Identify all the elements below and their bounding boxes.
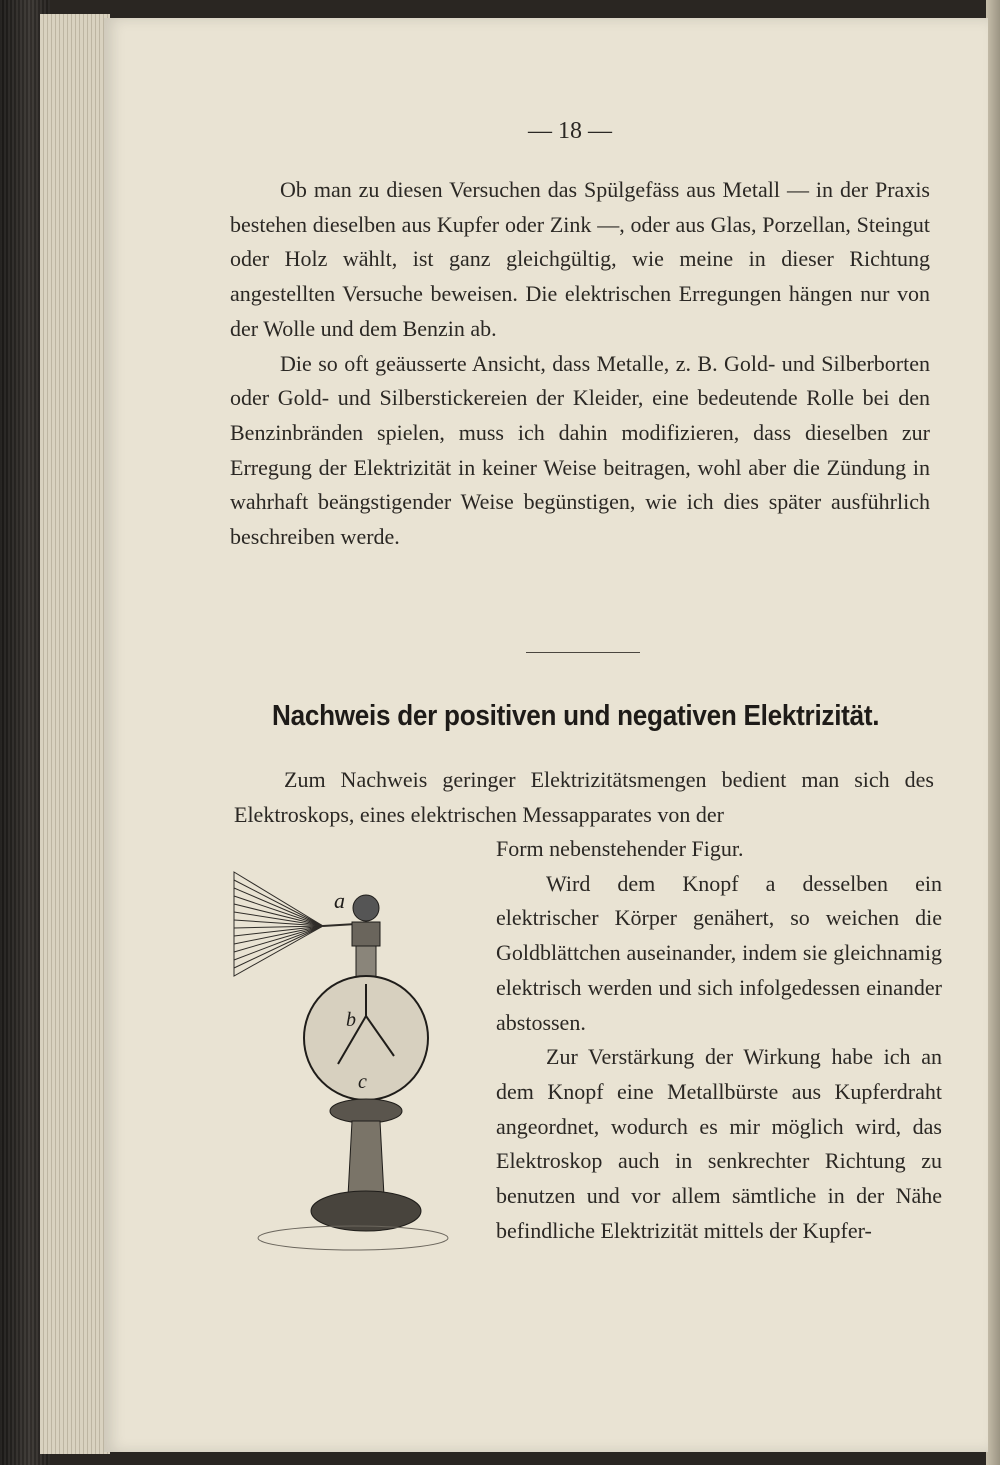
page-edges <box>40 14 110 1454</box>
section-heading: Nachweis der positiven und negativen Elektrizität. <box>272 700 880 732</box>
label-a: a <box>334 888 345 913</box>
page-number: — 18 — <box>528 118 612 144</box>
intro-text <box>234 763 934 832</box>
page-right-edge <box>986 0 1000 1465</box>
electroscope-figure <box>228 866 478 1266</box>
stand-column <box>348 1121 384 1196</box>
wrap-paragraph-2: Zur Verstärkung der Wirkung habe ich an dem Knopf eine Metallbürste aus Kupferdraht angeordnet, wodurch es mir möglich wird, das Elektroskop auch in senkrechter Richtung zu benutzen und vor allem sämtliche in der Nähe befindliche Elektrizität mittels der Kupfer- <box>496 1044 942 1243</box>
paragraph-1: Ob man zu diesen Versuchen das Spülgefäss aus Metall — in der Praxis bestehen dieselben aus Kupfer oder Zink —, oder aus Glas, Porzellan, Steingut oder Holz wählt, ist ganz gleichgültig, wie meine in dieser Richtung angestellten Versuche beweisen. Die elektrischen Erregungen hängen nur von der Wolle und dem Benzin ab. <box>230 177 930 341</box>
paragraph-2: Die so oft geäusserte Ansicht, dass Metalle, z. B. Gold- und Silberborten oder Gold- und Silberstickereien der Kleider, eine bedeutende Rolle bei den Benzinbränden spielen, muss ich dahin modifizieren, dass dieselben zur Erregung der Elektrizität in keiner Weise beitragen, wohl aber die Zündung in wahrhaft beängstigender Weise begünstigen, wie ich dies später ausführlich beschreiben werde. <box>230 350 930 550</box>
top-text-block <box>230 173 930 555</box>
globe-base-collar <box>330 1099 402 1123</box>
wrap-text-block <box>496 832 942 1248</box>
label-b: b <box>346 1009 356 1031</box>
electroscope-illustration <box>228 866 478 1266</box>
section-divider <box>526 652 640 653</box>
knob-a <box>353 895 379 921</box>
intro-paragraph: Zum Nachweis geringer Elektrizitätsmengen bedient man sich des Elektroskops, eines elektrischen Messapparates von der <box>234 767 934 827</box>
label-c: c <box>358 1071 367 1093</box>
wrap-first-line: Form nebenstehender Figur. <box>496 836 744 861</box>
neck <box>356 946 376 980</box>
wrap-paragraph-1: Wird dem Knopf a desselben ein elektrischer Körper genähert, so weichen die Goldblättchen auseinander, indem sie gleichnamig elektrisch werden und sich infolgedessen einander abstossen. <box>496 870 942 1035</box>
stand-base <box>311 1191 421 1231</box>
insulator-coil <box>352 922 380 946</box>
